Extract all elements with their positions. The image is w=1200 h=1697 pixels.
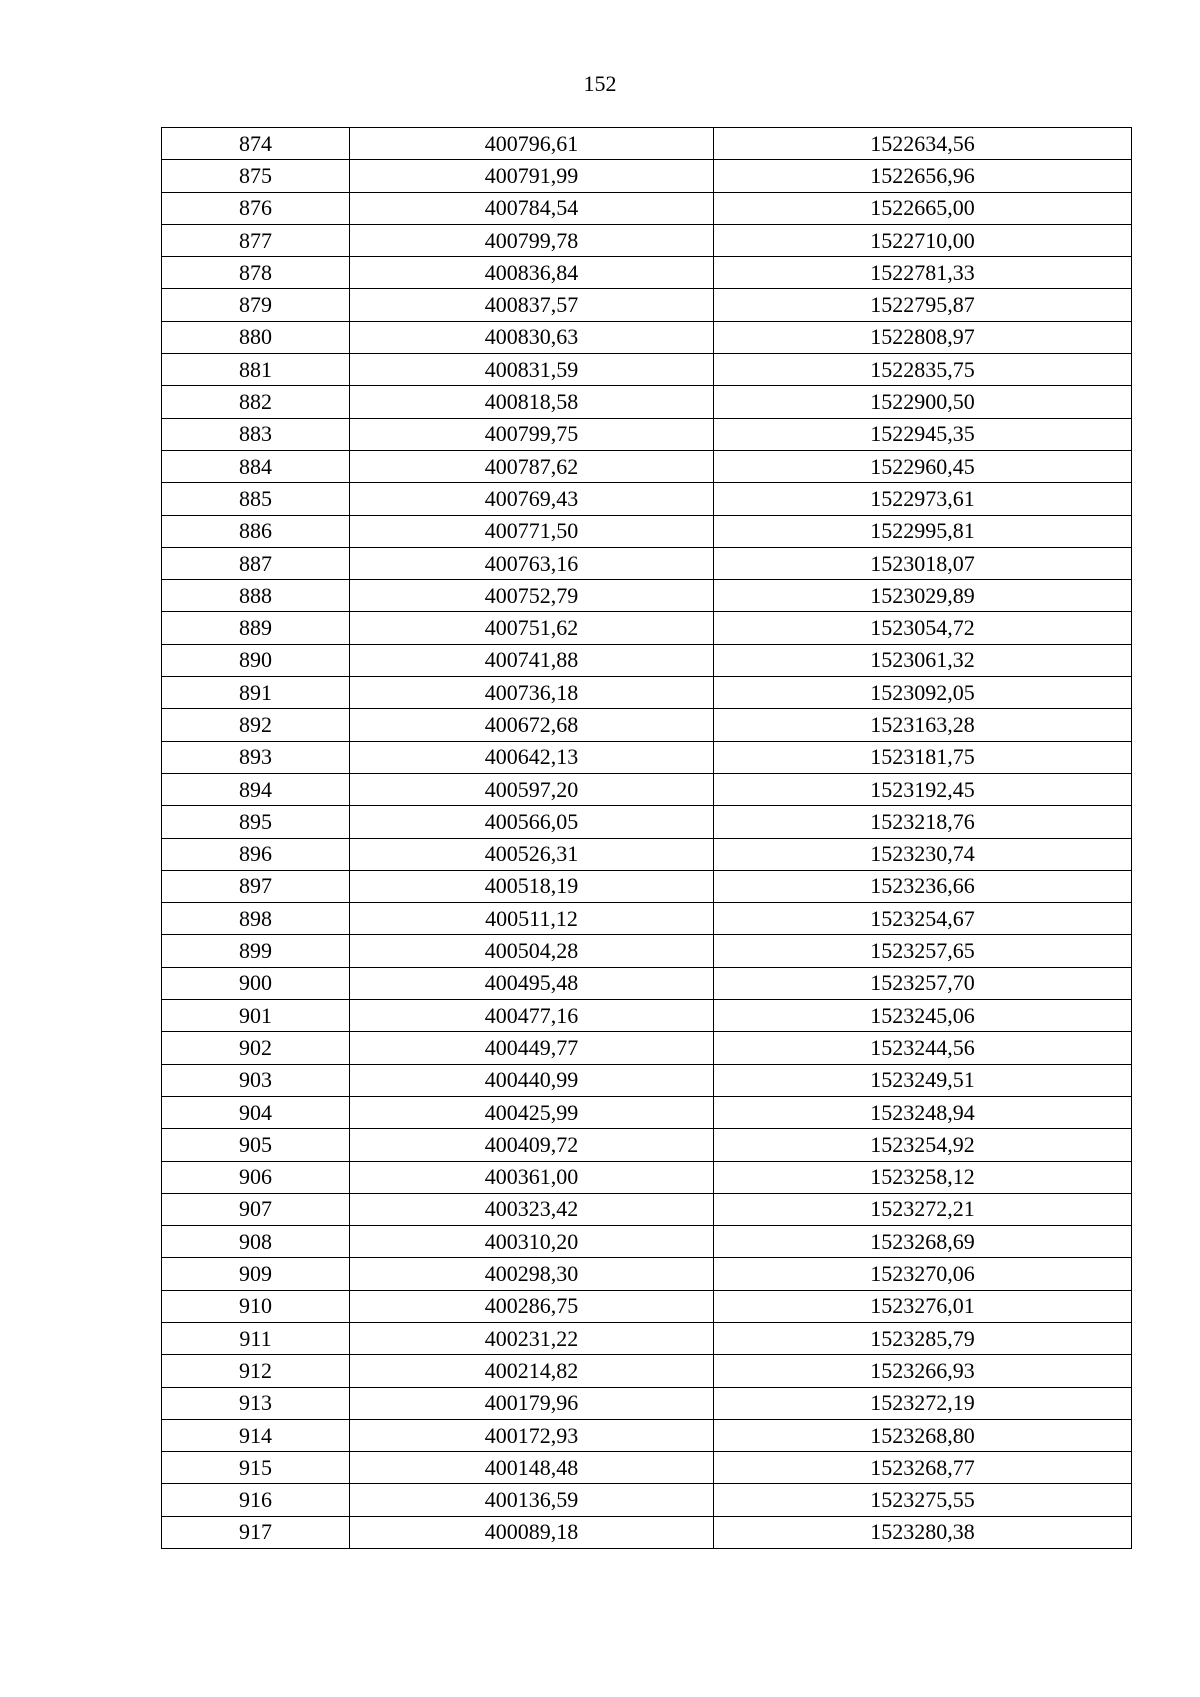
table-row <box>162 612 1132 644</box>
point-number-cell: 878 <box>162 257 350 289</box>
table-row <box>162 418 1132 450</box>
y-coordinate-cell: 1523244,56 <box>714 1032 1132 1064</box>
x-coordinate-cell: 400799,75 <box>350 418 714 450</box>
x-coordinate-cell: 400796,61 <box>350 128 714 160</box>
y-coordinate-cell: 1522960,45 <box>714 450 1132 482</box>
x-coordinate-cell: 400526,31 <box>350 838 714 870</box>
table-row <box>162 515 1132 547</box>
point-number-cell: 894 <box>162 773 350 805</box>
y-coordinate-cell: 1523029,89 <box>714 580 1132 612</box>
x-coordinate-cell: 400518,19 <box>350 870 714 902</box>
coordinates-table <box>161 127 1132 1549</box>
table-row <box>162 1000 1132 1032</box>
point-number-cell: 898 <box>162 903 350 935</box>
x-coordinate-cell: 400477,16 <box>350 1000 714 1032</box>
x-coordinate-cell: 400672,68 <box>350 709 714 741</box>
table-row <box>162 1161 1132 1193</box>
y-coordinate-cell: 1522634,56 <box>714 128 1132 160</box>
y-coordinate-cell: 1523268,69 <box>714 1226 1132 1258</box>
x-coordinate-cell: 400286,75 <box>350 1290 714 1322</box>
y-coordinate-cell: 1523254,67 <box>714 903 1132 935</box>
table-row <box>162 967 1132 999</box>
table-row <box>162 1452 1132 1484</box>
x-coordinate-cell: 400089,18 <box>350 1516 714 1548</box>
y-coordinate-cell: 1523248,94 <box>714 1096 1132 1128</box>
x-coordinate-cell: 400310,20 <box>350 1226 714 1258</box>
point-number-cell: 881 <box>162 354 350 386</box>
table-row <box>162 321 1132 353</box>
y-coordinate-cell: 1523092,05 <box>714 677 1132 709</box>
table-row <box>162 450 1132 482</box>
table-row <box>162 644 1132 676</box>
table-row <box>162 806 1132 838</box>
y-coordinate-cell: 1523275,55 <box>714 1484 1132 1516</box>
y-coordinate-cell: 1522945,35 <box>714 418 1132 450</box>
x-coordinate-cell: 400440,99 <box>350 1064 714 1096</box>
point-number-cell: 889 <box>162 612 350 644</box>
x-coordinate-cell: 400214,82 <box>350 1355 714 1387</box>
table-row <box>162 1193 1132 1225</box>
point-number-cell: 904 <box>162 1096 350 1128</box>
point-number-cell: 882 <box>162 386 350 418</box>
y-coordinate-cell: 1523257,70 <box>714 967 1132 999</box>
x-coordinate-cell: 400830,63 <box>350 321 714 353</box>
y-coordinate-cell: 1523254,92 <box>714 1129 1132 1161</box>
x-coordinate-cell: 400511,12 <box>350 903 714 935</box>
y-coordinate-cell: 1522835,75 <box>714 354 1132 386</box>
point-number-cell: 897 <box>162 870 350 902</box>
point-number-cell: 909 <box>162 1258 350 1290</box>
x-coordinate-cell: 400799,78 <box>350 224 714 256</box>
point-number-cell: 876 <box>162 192 350 224</box>
table-row <box>162 1096 1132 1128</box>
x-coordinate-cell: 400642,13 <box>350 741 714 773</box>
x-coordinate-cell: 400179,96 <box>350 1387 714 1419</box>
table-row <box>162 192 1132 224</box>
table-row <box>162 1355 1132 1387</box>
y-coordinate-cell: 1522656,96 <box>714 160 1132 192</box>
point-number-cell: 910 <box>162 1290 350 1322</box>
y-coordinate-cell: 1523276,01 <box>714 1290 1132 1322</box>
y-coordinate-cell: 1523236,66 <box>714 870 1132 902</box>
x-coordinate-cell: 400769,43 <box>350 483 714 515</box>
y-coordinate-cell: 1523257,65 <box>714 935 1132 967</box>
table-row <box>162 1419 1132 1451</box>
y-coordinate-cell: 1523181,75 <box>714 741 1132 773</box>
table-row <box>162 483 1132 515</box>
y-coordinate-cell: 1523266,93 <box>714 1355 1132 1387</box>
y-coordinate-cell: 1523268,80 <box>714 1419 1132 1451</box>
point-number-cell: 886 <box>162 515 350 547</box>
point-number-cell: 907 <box>162 1193 350 1225</box>
x-coordinate-cell: 400831,59 <box>350 354 714 386</box>
table-row <box>162 1064 1132 1096</box>
point-number-cell: 884 <box>162 450 350 482</box>
table-row <box>162 838 1132 870</box>
x-coordinate-cell: 400361,00 <box>350 1161 714 1193</box>
y-coordinate-cell: 1523268,77 <box>714 1452 1132 1484</box>
point-number-cell: 914 <box>162 1419 350 1451</box>
table-row <box>162 1258 1132 1290</box>
point-number-cell: 902 <box>162 1032 350 1064</box>
y-coordinate-cell: 1523285,79 <box>714 1322 1132 1354</box>
x-coordinate-cell: 400449,77 <box>350 1032 714 1064</box>
x-coordinate-cell: 400409,72 <box>350 1129 714 1161</box>
x-coordinate-cell: 400751,62 <box>350 612 714 644</box>
table-row <box>162 903 1132 935</box>
table-row <box>162 160 1132 192</box>
table-row <box>162 870 1132 902</box>
point-number-cell: 903 <box>162 1064 350 1096</box>
x-coordinate-cell: 400425,99 <box>350 1096 714 1128</box>
table-row <box>162 741 1132 773</box>
point-number-cell: 885 <box>162 483 350 515</box>
y-coordinate-cell: 1523230,74 <box>714 838 1132 870</box>
table-row <box>162 354 1132 386</box>
x-coordinate-cell: 400495,48 <box>350 967 714 999</box>
y-coordinate-cell: 1523280,38 <box>714 1516 1132 1548</box>
x-coordinate-cell: 400763,16 <box>350 547 714 579</box>
y-coordinate-cell: 1522900,50 <box>714 386 1132 418</box>
table-row <box>162 1290 1132 1322</box>
x-coordinate-cell: 400736,18 <box>350 677 714 709</box>
table-row <box>162 257 1132 289</box>
point-number-cell: 888 <box>162 580 350 612</box>
table-row <box>162 224 1132 256</box>
x-coordinate-cell: 400136,59 <box>350 1484 714 1516</box>
x-coordinate-cell: 400741,88 <box>350 644 714 676</box>
x-coordinate-cell: 400836,84 <box>350 257 714 289</box>
point-number-cell: 877 <box>162 224 350 256</box>
point-number-cell: 912 <box>162 1355 350 1387</box>
point-number-cell: 896 <box>162 838 350 870</box>
x-coordinate-cell: 400298,30 <box>350 1258 714 1290</box>
table-row <box>162 580 1132 612</box>
point-number-cell: 900 <box>162 967 350 999</box>
y-coordinate-cell: 1523192,45 <box>714 773 1132 805</box>
x-coordinate-cell: 400566,05 <box>350 806 714 838</box>
y-coordinate-cell: 1523249,51 <box>714 1064 1132 1096</box>
y-coordinate-cell: 1522665,00 <box>714 192 1132 224</box>
point-number-cell: 879 <box>162 289 350 321</box>
x-coordinate-cell: 400787,62 <box>350 450 714 482</box>
y-coordinate-cell: 1522973,61 <box>714 483 1132 515</box>
y-coordinate-cell: 1522710,00 <box>714 224 1132 256</box>
point-number-cell: 899 <box>162 935 350 967</box>
point-number-cell: 913 <box>162 1387 350 1419</box>
point-number-cell: 893 <box>162 741 350 773</box>
point-number-cell: 895 <box>162 806 350 838</box>
table-row <box>162 773 1132 805</box>
point-number-cell: 891 <box>162 677 350 709</box>
y-coordinate-cell: 1523272,21 <box>714 1193 1132 1225</box>
table-row <box>162 547 1132 579</box>
x-coordinate-cell: 400172,93 <box>350 1419 714 1451</box>
point-number-cell: 880 <box>162 321 350 353</box>
table-row <box>162 677 1132 709</box>
y-coordinate-cell: 1523018,07 <box>714 547 1132 579</box>
table-row <box>162 289 1132 321</box>
x-coordinate-cell: 400504,28 <box>350 935 714 967</box>
y-coordinate-cell: 1522795,87 <box>714 289 1132 321</box>
y-coordinate-cell: 1523258,12 <box>714 1161 1132 1193</box>
x-coordinate-cell: 400784,54 <box>350 192 714 224</box>
point-number-cell: 917 <box>162 1516 350 1548</box>
y-coordinate-cell: 1523163,28 <box>714 709 1132 741</box>
x-coordinate-cell: 400231,22 <box>350 1322 714 1354</box>
table-row <box>162 1322 1132 1354</box>
point-number-cell: 883 <box>162 418 350 450</box>
table-row <box>162 1387 1132 1419</box>
coordinates-table-body <box>162 128 1132 1549</box>
point-number-cell: 874 <box>162 128 350 160</box>
point-number-cell: 911 <box>162 1322 350 1354</box>
x-coordinate-cell: 400752,79 <box>350 580 714 612</box>
table-row <box>162 709 1132 741</box>
y-coordinate-cell: 1523218,76 <box>714 806 1132 838</box>
point-number-cell: 905 <box>162 1129 350 1161</box>
point-number-cell: 916 <box>162 1484 350 1516</box>
page-number: 152 <box>583 71 617 96</box>
x-coordinate-cell: 400771,50 <box>350 515 714 547</box>
y-coordinate-cell: 1523054,72 <box>714 612 1132 644</box>
point-number-cell: 915 <box>162 1452 350 1484</box>
y-coordinate-cell: 1523270,06 <box>714 1258 1132 1290</box>
point-number-cell: 908 <box>162 1226 350 1258</box>
point-number-cell: 890 <box>162 644 350 676</box>
y-coordinate-cell: 1522781,33 <box>714 257 1132 289</box>
y-coordinate-cell: 1523245,06 <box>714 1000 1132 1032</box>
table-row <box>162 128 1132 160</box>
table-row <box>162 1129 1132 1161</box>
x-coordinate-cell: 400818,58 <box>350 386 714 418</box>
y-coordinate-cell: 1522995,81 <box>714 515 1132 547</box>
x-coordinate-cell: 400323,42 <box>350 1193 714 1225</box>
table-row <box>162 1226 1132 1258</box>
point-number-cell: 906 <box>162 1161 350 1193</box>
table-row <box>162 1516 1132 1548</box>
y-coordinate-cell: 1522808,97 <box>714 321 1132 353</box>
y-coordinate-cell: 1523272,19 <box>714 1387 1132 1419</box>
point-number-cell: 901 <box>162 1000 350 1032</box>
y-coordinate-cell: 1523061,32 <box>714 644 1132 676</box>
table-row <box>162 386 1132 418</box>
x-coordinate-cell: 400791,99 <box>350 160 714 192</box>
table-row <box>162 1032 1132 1064</box>
x-coordinate-cell: 400148,48 <box>350 1452 714 1484</box>
x-coordinate-cell: 400837,57 <box>350 289 714 321</box>
table-row <box>162 1484 1132 1516</box>
point-number-cell: 892 <box>162 709 350 741</box>
x-coordinate-cell: 400597,20 <box>350 773 714 805</box>
table-row <box>162 935 1132 967</box>
point-number-cell: 875 <box>162 160 350 192</box>
point-number-cell: 887 <box>162 547 350 579</box>
